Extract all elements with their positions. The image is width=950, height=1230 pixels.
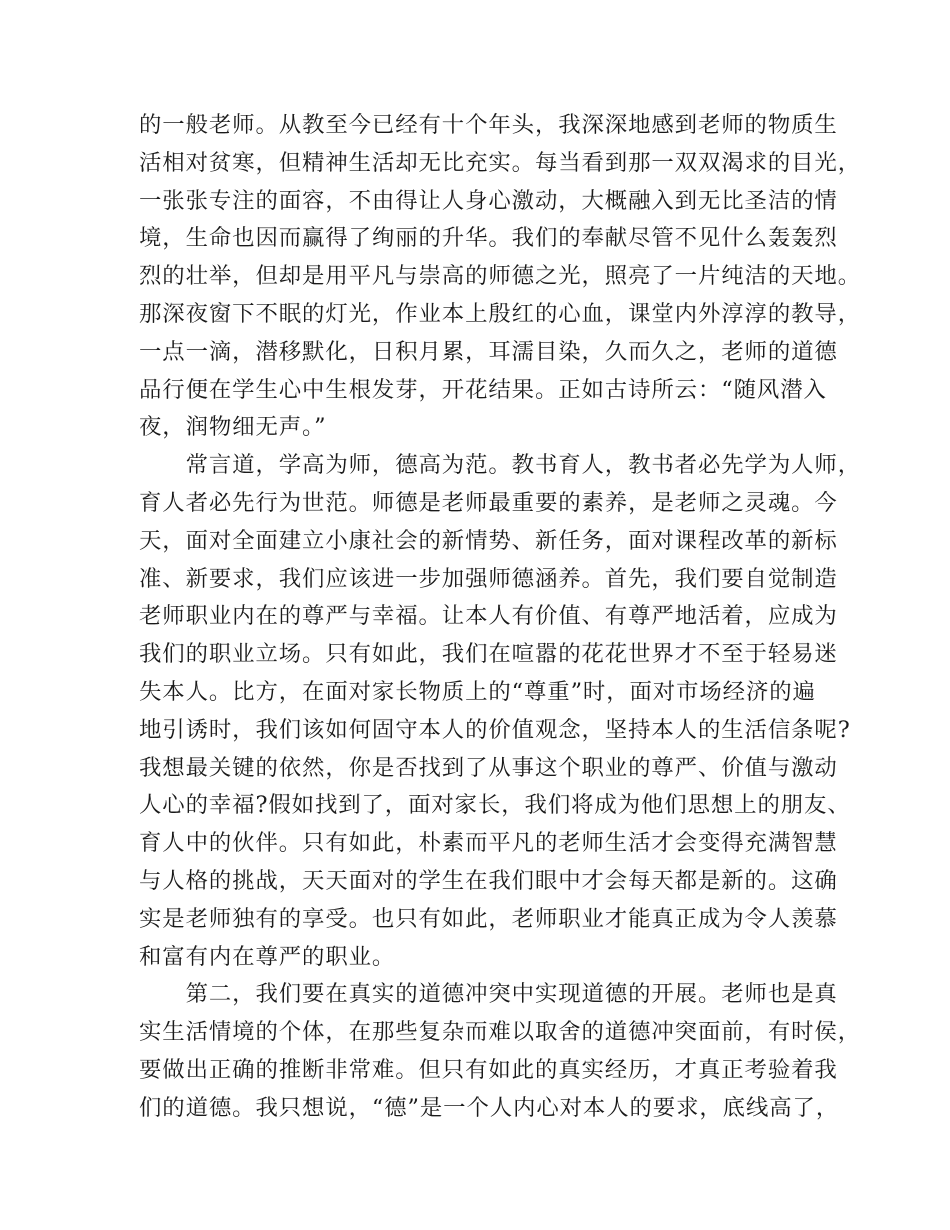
text-line: 品行便在学生心中生根发芽，开花结果。正如古诗所云：“随风潜入 [139,376,827,403]
text-line: 活相对贫寒，但精神生活却无比充实。每当看到那一双双渴求的目光， [139,149,862,176]
text-line: 第二，我们要在真实的道德冲突中实现道德的开展。老师也是真 [139,981,838,1008]
text-line: 天，面对全面建立小康社会的新情势、新任务，面对课程改革的新标 [139,527,838,554]
paragraph-3 [139,976,862,1127]
text-line: 我们的职业立场。只有如此，我们在喧嚣的花花世界才不至于轻易迷 [139,641,838,668]
text-line: 烈的壮举，但却是用平凡与崇高的师德之光，照亮了一片纯洁的天地。 [139,263,862,290]
text-line: 准、新要求，我们应该进一步加强师德涵养。首先，我们要自觉制造 [139,565,838,592]
text-line: 要做出正确的推断非常难。但只有如此的真实经历，才真正考验着我 [139,1056,838,1083]
text-line: 和富有内在尊严的职业。 [139,943,396,970]
text-line: 实生活情境的个体，在那些复杂而难以取舍的道德冲突面前，有时侯， [139,1019,862,1046]
text-line: 我想最关键的依然，你是否找到了从事这个职业的尊严、价值与激动 [139,754,838,781]
document-body [139,107,862,1128]
text-line: 失本人。比方，在面对家长物质上的“尊重”时，面对市场经济的遍 [139,678,816,705]
text-line: 人心的幸福?假如找到了，面对家长，我们将成为他们思想上的朋友、 [139,792,851,819]
text-line: 老师职业内在的尊严与幸福。让本人有价值、有尊严地活着，应成为 [139,603,838,630]
text-line: 育人中的伙伴。只有如此，朴素而平凡的老师生活才会变得充满智慧 [139,830,838,857]
text-line: 境，生命也因而赢得了绚丽的升华。我们的奉献尽管不见什么轰轰烈 [139,225,838,252]
text-line: 夜，润物细无声。” [139,414,327,441]
text-line: 与人格的挑战，天天面对的学生在我们眼中才会每天都是新的。这确 [139,867,838,894]
text-line: 一点一滴，潜移默化，日积月累，耳濡目染，久而久之，老师的道德 [139,338,838,365]
text-line: 那深夜窗下不眠的灯光，作业本上殷红的心血，课堂内外淳淳的教导， [139,300,862,327]
paragraph-1 [139,107,862,447]
text-line: 的一般老师。从教至今已经有十个年头，我深深地感到老师的物质生 [139,112,838,138]
text-line: 育人者必先行为世范。师德是老师最重要的素养，是老师之灵魂。今 [139,489,838,516]
text-line: 实是老师独有的享受。也只有如此，老师职业才能真正成为令人羡慕 [139,905,838,932]
text-line: 们的道德。我只想说，“德”是一个人内心对本人的要求，底线高了， [139,1094,840,1121]
text-line: 一张张专注的面容，不由得让人身心激动，大概融入到无比圣洁的情 [139,187,838,214]
text-line: 常言道，学高为师，德高为范。教书育人，教书者必先学为人师， [139,452,862,479]
text-line: 地引诱时，我们该如何固守本人的价值观念，坚持本人的生活信条呢? [139,716,851,743]
paragraph-2 [139,447,862,976]
